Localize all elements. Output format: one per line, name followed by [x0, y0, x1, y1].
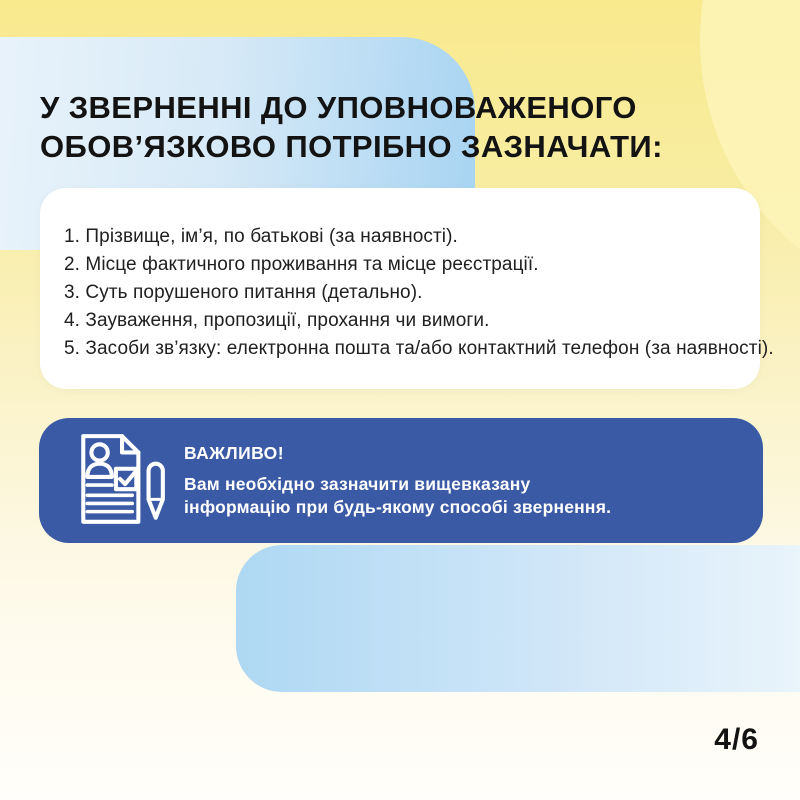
- notice-body-line1: Вам необхідно зазначити вищевказану: [184, 473, 531, 494]
- notice-text-block: [184, 443, 611, 519]
- page-title-line2: ОБОВ’ЯЗКОВО ПОТРІБНО ЗАЗНАЧАТИ:: [40, 129, 663, 164]
- list-item: 1. Прізвище, ім’я, по батькові (за наявності).: [64, 226, 458, 247]
- checklist-card: [40, 188, 774, 389]
- list-item: 5. Засоби зв’язку: електронна пошта та/або контактний телефон (за наявності).: [64, 338, 774, 359]
- page-indicator: 4/6: [714, 723, 759, 756]
- list-item: 3. Суть порушеного питання (детально).: [64, 282, 423, 303]
- notice-label: ВАЖЛИВО!: [184, 442, 284, 463]
- notice-body: [184, 473, 611, 519]
- document-checklist-pen-icon: [68, 430, 172, 532]
- blue-band-decoration: [236, 545, 800, 692]
- list-item: 4. Зауваження, пропозиції, прохання чи вимоги.: [64, 310, 490, 331]
- notice-body-line2: інформацію при будь-якому способі звернення.: [184, 496, 612, 517]
- page-title-line1: У ЗВЕРНЕННІ ДО УПОВНОВАЖЕНОГО: [40, 90, 637, 125]
- page-title: [40, 88, 680, 166]
- list-item: 2. Місце фактичного проживання та місце реєстрації.: [64, 254, 539, 275]
- important-notice-box: [39, 418, 763, 543]
